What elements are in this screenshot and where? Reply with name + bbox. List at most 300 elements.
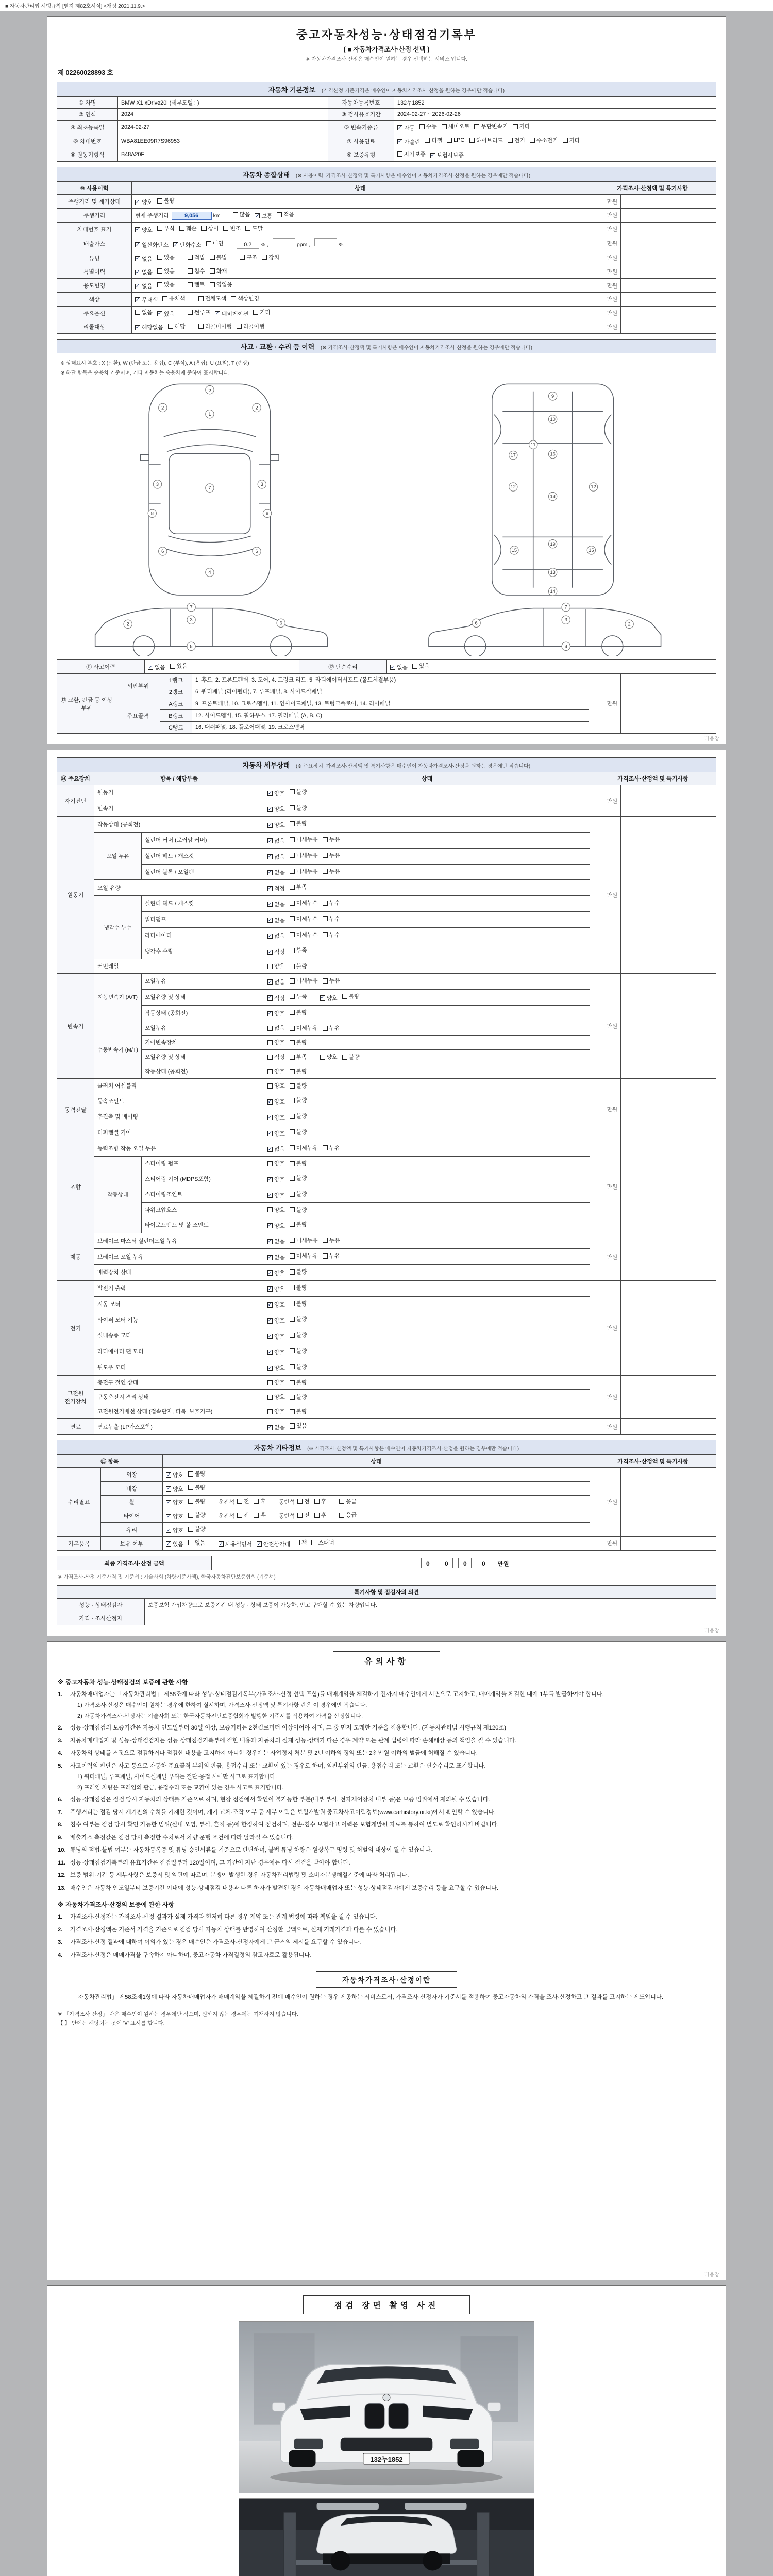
checkbox-일산화탄소[interactable] bbox=[135, 241, 169, 249]
checkbox-누유[interactable] bbox=[323, 1024, 340, 1032]
checkbox-부족[interactable] bbox=[290, 993, 307, 1001]
car-side-view-right bbox=[429, 608, 661, 656]
checkbox-불량[interactable] bbox=[290, 1067, 307, 1075]
price-cell: 만원 bbox=[589, 279, 620, 293]
checkbox-양호[interactable] bbox=[267, 1206, 285, 1214]
checkbox-양호[interactable] bbox=[267, 1010, 285, 1018]
checkbox-없음[interactable] bbox=[267, 901, 285, 908]
checkbox-전[interactable] bbox=[237, 1511, 249, 1519]
accident-history-table bbox=[57, 659, 716, 674]
checkbox-양호[interactable] bbox=[267, 1160, 285, 1167]
checkbox-없음[interactable] bbox=[390, 664, 408, 671]
checkbox-적음[interactable] bbox=[277, 211, 294, 218]
etc-group: 수리필요 bbox=[57, 1468, 101, 1537]
rank-section-label: ⑬ 교환, 판금 등 이상 부위 bbox=[57, 674, 116, 733]
value-box[interactable]: 9,056 bbox=[172, 212, 212, 220]
checkbox-누유[interactable] bbox=[323, 1236, 340, 1244]
checkbox-label: 부식 bbox=[163, 225, 175, 232]
checkbox-장치[interactable] bbox=[262, 253, 279, 261]
checkbox-불량[interactable] bbox=[290, 1408, 307, 1415]
checkbox-부식[interactable] bbox=[157, 225, 175, 232]
checkbox-양호[interactable] bbox=[267, 1317, 285, 1325]
checkbox-미세누수[interactable] bbox=[290, 931, 318, 939]
checkbox-불량[interactable] bbox=[188, 1511, 206, 1519]
checkbox-label: 부족 bbox=[296, 1054, 307, 1061]
checkbox-상이[interactable] bbox=[201, 225, 219, 232]
status-cell bbox=[264, 1280, 590, 1296]
checkbox-있음[interactable] bbox=[412, 662, 430, 670]
checkbox-불량[interactable] bbox=[290, 1331, 307, 1339]
checkbox-기타[interactable] bbox=[253, 309, 271, 316]
checkbox-양호[interactable] bbox=[267, 1364, 285, 1372]
status-cell bbox=[264, 864, 590, 880]
etc-item-label: 휠 bbox=[101, 1495, 163, 1509]
checkbox-누수[interactable] bbox=[323, 899, 340, 907]
checkbox-label: 양호 bbox=[274, 1011, 285, 1018]
checkbox-양호[interactable] bbox=[267, 1039, 285, 1046]
final-price-digits bbox=[418, 1561, 493, 1567]
checkbox-미세누수[interactable] bbox=[290, 915, 318, 923]
checkbox-매연[interactable] bbox=[206, 240, 224, 247]
checkbox-기타[interactable] bbox=[513, 123, 530, 130]
checkbox-미세누유[interactable] bbox=[290, 977, 318, 985]
checkbox-후[interactable] bbox=[254, 1498, 265, 1505]
final-price-label: 최종 가격조사·산정 금액 bbox=[57, 1556, 212, 1570]
checkbox-도말[interactable] bbox=[245, 225, 263, 232]
next-page-link[interactable]: 다음장 bbox=[704, 736, 719, 742]
checkbox-box-icon bbox=[297, 1513, 303, 1518]
checkbox-LPG[interactable] bbox=[447, 137, 465, 143]
checkbox-없음[interactable] bbox=[188, 1539, 206, 1547]
checkbox-양호[interactable] bbox=[135, 198, 153, 206]
checkbox-양호[interactable] bbox=[267, 805, 285, 813]
value-box[interactable] bbox=[273, 238, 295, 246]
checkbox-불량[interactable] bbox=[290, 1082, 307, 1090]
value-unit: % bbox=[339, 241, 344, 248]
final-price-digit: 0 bbox=[477, 1558, 490, 1568]
checkbox-후[interactable] bbox=[314, 1498, 326, 1505]
checkbox-적정[interactable] bbox=[267, 948, 285, 956]
remark-cell bbox=[620, 251, 716, 265]
checkbox-양호[interactable] bbox=[320, 994, 338, 1002]
checkbox-썬루프[interactable] bbox=[188, 309, 210, 316]
checkbox-부족[interactable] bbox=[290, 946, 307, 954]
checkbox-양호[interactable] bbox=[267, 1082, 285, 1090]
checkbox-누유[interactable] bbox=[323, 977, 340, 985]
checkbox-화재[interactable] bbox=[210, 267, 227, 275]
checkbox-양호[interactable] bbox=[267, 1176, 285, 1183]
checkbox-잭[interactable] bbox=[295, 1539, 307, 1547]
checkbox-box-icon bbox=[267, 1255, 273, 1260]
checkbox-없음[interactable] bbox=[267, 1145, 285, 1153]
checkbox-후[interactable] bbox=[254, 1511, 265, 1519]
section-summary-title: 자동차 종합상태 bbox=[242, 171, 290, 179]
remark-cell bbox=[620, 1468, 716, 1537]
checkbox-불량[interactable] bbox=[290, 1206, 307, 1214]
checkbox-양호[interactable] bbox=[267, 1269, 285, 1277]
checkbox-리콜미이행[interactable] bbox=[198, 323, 232, 330]
checkbox-label: 스패너 bbox=[318, 1539, 334, 1546]
svg-text:15: 15 bbox=[511, 548, 517, 553]
checkbox-label: 누유 bbox=[329, 1145, 340, 1151]
part-marker-6 bbox=[277, 619, 285, 627]
part-marker-15 bbox=[510, 546, 518, 554]
checkbox-양호[interactable] bbox=[267, 1379, 285, 1386]
checkbox-양호[interactable] bbox=[166, 1485, 183, 1493]
checkbox-무채색[interactable] bbox=[135, 296, 158, 304]
etc-col-price: 가격조사·산정액 및 특기사항 bbox=[590, 1455, 716, 1468]
checkbox-누유[interactable] bbox=[323, 852, 340, 859]
lift-post-right bbox=[477, 2512, 490, 2576]
checkbox-전[interactable] bbox=[237, 1498, 249, 1505]
checkbox-불량[interactable] bbox=[290, 1190, 307, 1198]
checkbox-양호[interactable] bbox=[267, 1192, 285, 1199]
checkbox-있음[interactable] bbox=[157, 310, 175, 318]
checkbox-box-icon bbox=[297, 1499, 303, 1504]
checkbox-양호[interactable] bbox=[267, 1114, 285, 1122]
next-page-link[interactable]: 다음장 bbox=[704, 1628, 719, 1634]
checkbox-기타[interactable] bbox=[563, 137, 580, 144]
checkbox-불량[interactable] bbox=[290, 1393, 307, 1401]
checkbox-불량[interactable] bbox=[290, 1315, 307, 1323]
checkbox-양호[interactable] bbox=[267, 1130, 285, 1138]
checkbox-있음[interactable] bbox=[157, 253, 175, 261]
checkbox-유채색[interactable] bbox=[162, 295, 185, 302]
checkbox-적정[interactable] bbox=[267, 1053, 285, 1061]
checkbox-후[interactable] bbox=[314, 1511, 326, 1519]
checkbox-label: 전 bbox=[244, 1512, 249, 1519]
checkbox-영업용[interactable] bbox=[210, 281, 232, 289]
part-marker-2 bbox=[124, 620, 132, 628]
checkbox-box-icon bbox=[342, 994, 347, 999]
checkbox-미세누수[interactable] bbox=[290, 899, 318, 907]
checkbox-불량[interactable] bbox=[290, 1300, 307, 1308]
part-marker-18 bbox=[548, 493, 557, 501]
etc-item-label: 유리 bbox=[101, 1523, 163, 1537]
checkbox-탄화수소[interactable] bbox=[173, 241, 201, 249]
checkbox-없음[interactable] bbox=[267, 1238, 285, 1245]
inline-text: 2024-02-27 ~ 2026-02-26 bbox=[397, 111, 461, 117]
checkbox-적정[interactable] bbox=[267, 994, 285, 1002]
checkbox-미세누유[interactable] bbox=[290, 1252, 318, 1260]
field-label: ⑦ 사용연료 bbox=[328, 134, 394, 148]
checkbox-없음[interactable] bbox=[267, 1423, 285, 1431]
checkbox-미세누유[interactable] bbox=[290, 1024, 318, 1032]
rank-items: 1. 후드, 2. 프론트펜더, 3. 도어, 4. 트렁크 리드, 5. 라디에이터서포트 (볼트체결부품) bbox=[192, 674, 589, 686]
notice-text: 가격조사·산정 결과에 대하여 이의가 있는 경우 매수인은 가격조사·산정자에게 그 근거의 제시를 요구할 수 있습니다. bbox=[70, 1939, 361, 1946]
checkbox-누유[interactable] bbox=[323, 1252, 340, 1260]
checkbox-양호[interactable] bbox=[267, 1393, 285, 1401]
checkbox-미세누유[interactable] bbox=[290, 852, 318, 859]
checkbox-label: 디젤 bbox=[431, 137, 443, 144]
checkbox-불량[interactable] bbox=[290, 1284, 307, 1292]
checkbox-해당없음[interactable] bbox=[135, 324, 163, 331]
svg-text:12: 12 bbox=[591, 484, 596, 490]
next-page-link[interactable]: 다음장 bbox=[704, 2272, 719, 2278]
checkbox-무단변속기[interactable] bbox=[474, 123, 508, 130]
checkbox-있음[interactable] bbox=[290, 1422, 307, 1430]
value-box[interactable]: 0.2 bbox=[237, 241, 259, 249]
checkbox-box-icon bbox=[267, 1026, 273, 1031]
checkbox-훼손[interactable] bbox=[179, 225, 197, 232]
checkbox-누수[interactable] bbox=[323, 931, 340, 939]
checkbox-label: 누유 bbox=[329, 852, 340, 859]
checkbox-응급[interactable] bbox=[339, 1511, 357, 1519]
checkbox-부족[interactable] bbox=[290, 1053, 307, 1061]
checkbox-불량[interactable] bbox=[290, 820, 307, 827]
checkbox-변조[interactable] bbox=[223, 225, 241, 232]
checkbox-부족[interactable] bbox=[290, 883, 307, 891]
checkbox-전체도색[interactable] bbox=[198, 295, 227, 302]
checkbox-네비게이션[interactable] bbox=[215, 310, 248, 318]
checkbox-불량[interactable] bbox=[290, 1347, 307, 1355]
item-label: 원동기 bbox=[94, 785, 264, 801]
checkbox-적법[interactable] bbox=[188, 253, 205, 261]
checkbox-누수[interactable] bbox=[323, 915, 340, 923]
checkbox-label: 상이 bbox=[208, 225, 219, 232]
checkbox-box-icon bbox=[290, 1026, 295, 1031]
checkbox-불량[interactable] bbox=[290, 1268, 307, 1276]
checkbox-불량[interactable] bbox=[290, 1363, 307, 1371]
checkbox-적정[interactable] bbox=[267, 885, 285, 892]
checkbox-box-icon bbox=[320, 1055, 325, 1060]
checkbox-누유[interactable] bbox=[323, 868, 340, 875]
notice-text: 성능·상태점검은 점검 당시 자동차의 상태를 기준으로 하며, 현장 점검에서 확인이 불가능한 부분(내부 부식, 전자제어장치 내부 등)은 보증 범위에서 제외될 수 있습니다. bbox=[70, 1797, 490, 1803]
checkbox-누유[interactable] bbox=[323, 836, 340, 843]
inline-text: 2024 bbox=[121, 111, 134, 117]
license-plate-text: 132누1852 bbox=[370, 2455, 403, 2463]
checkbox-불량[interactable] bbox=[290, 1221, 307, 1228]
checkbox-양호[interactable] bbox=[135, 226, 153, 234]
checkbox-미세누유[interactable] bbox=[290, 1236, 318, 1244]
checkbox-불량[interactable] bbox=[342, 1053, 360, 1061]
checkbox-불량[interactable] bbox=[290, 1112, 307, 1120]
notice-text: 자동차매매업자 및 성능·상태점검자는 성능·상태점검기록부에 적힌 내용과 자동차의 실제 성능·상태가 다른 경우 계약 또는 관계 법령에 따라 손해배상 등의 책임을 질 수 있습니다. bbox=[70, 1737, 517, 1744]
checkbox-수소전기[interactable] bbox=[530, 137, 558, 144]
checkbox-있음[interactable] bbox=[166, 1540, 183, 1548]
checkbox-수동[interactable] bbox=[419, 123, 437, 130]
checkbox-미세누유[interactable] bbox=[290, 868, 318, 875]
checkbox-box-icon bbox=[447, 138, 452, 143]
notice-item bbox=[58, 1795, 715, 1805]
checkbox-양호[interactable] bbox=[267, 962, 285, 970]
checkbox-불량[interactable] bbox=[188, 1484, 206, 1492]
checkbox-label: 양호 bbox=[274, 1207, 285, 1213]
checkbox-있음[interactable] bbox=[157, 267, 175, 275]
checkbox-box-icon bbox=[188, 268, 193, 274]
checkbox-양호[interactable] bbox=[267, 1333, 285, 1341]
checkbox-침수[interactable] bbox=[188, 267, 205, 275]
part-marker-3 bbox=[258, 480, 266, 488]
checkbox-없음[interactable] bbox=[267, 1253, 285, 1261]
field-value bbox=[118, 109, 328, 121]
checkbox-없음[interactable] bbox=[148, 664, 165, 671]
checkbox-렌트[interactable] bbox=[188, 281, 205, 289]
detail-row bbox=[57, 785, 716, 801]
item-label: 실린더 헤드 / 개스킷 bbox=[142, 896, 264, 912]
checkbox-자동[interactable] bbox=[397, 124, 415, 132]
value-box[interactable] bbox=[314, 238, 337, 246]
checkbox-없음[interactable] bbox=[267, 837, 285, 845]
checkbox-box-icon bbox=[290, 805, 295, 810]
checkbox-누유[interactable] bbox=[323, 1144, 340, 1152]
checkbox-전[interactable] bbox=[297, 1511, 309, 1519]
checkbox-불량[interactable] bbox=[290, 804, 307, 812]
checkbox-불량[interactable] bbox=[290, 1379, 307, 1386]
status-cell bbox=[264, 1404, 590, 1419]
checkbox-없음[interactable] bbox=[267, 978, 285, 986]
checkbox-없음[interactable] bbox=[267, 917, 285, 924]
checkbox-양호[interactable] bbox=[267, 1067, 285, 1075]
checkbox-label: 미세누유 bbox=[296, 1253, 318, 1260]
checkbox-불량[interactable] bbox=[290, 1009, 307, 1016]
checkbox-양호[interactable] bbox=[267, 1098, 285, 1106]
checkbox-미세누유[interactable] bbox=[290, 836, 318, 843]
checkbox-없음[interactable] bbox=[267, 1024, 285, 1032]
checkbox-세미오토[interactable] bbox=[442, 123, 470, 130]
checkbox-label: 양호 bbox=[274, 1365, 285, 1372]
checkbox-색상변경[interactable] bbox=[231, 295, 259, 302]
checkbox-전기[interactable] bbox=[508, 137, 525, 144]
checkbox-가솔린[interactable] bbox=[397, 138, 420, 146]
page-4 bbox=[47, 2285, 726, 2576]
checkbox-없음[interactable] bbox=[135, 309, 153, 316]
price-cell: 만원 bbox=[589, 293, 620, 307]
checkbox-box-icon bbox=[267, 1366, 273, 1371]
checkbox-label: 불량 bbox=[296, 1175, 307, 1182]
checkbox-전[interactable] bbox=[297, 1498, 309, 1505]
checkbox-양호[interactable] bbox=[267, 790, 285, 798]
checkbox-디젤[interactable] bbox=[425, 137, 442, 144]
checkbox-양호[interactable] bbox=[166, 1513, 183, 1520]
checkbox-보통[interactable] bbox=[255, 212, 272, 220]
checkbox-불량[interactable] bbox=[342, 993, 360, 1001]
checkbox-사용설명서[interactable] bbox=[219, 1540, 252, 1548]
notice-footnote: 【 】 안에는 해당되는 곳에 'Ⅴ' 표시를 합니다. bbox=[58, 2020, 165, 2026]
checkbox-label: 없음 bbox=[274, 933, 285, 940]
checkbox-없음[interactable] bbox=[267, 869, 285, 876]
checkbox-양호[interactable] bbox=[267, 1285, 285, 1293]
notice-text: 가격조사·산정액은 기준서 가격을 기준으로 점검 당시 자동차 상태를 반영하여 산정한 금액으로, 실제 거래가격과 다를 수 있습니다. bbox=[70, 1926, 398, 1933]
checkbox-label: 양호 bbox=[274, 1380, 285, 1386]
checkbox-있음[interactable] bbox=[170, 662, 188, 670]
checkbox-불량[interactable] bbox=[188, 1470, 206, 1478]
checkbox-없음[interactable] bbox=[135, 268, 153, 276]
opinion-row bbox=[57, 1612, 716, 1625]
checkbox-자가보증[interactable] bbox=[397, 150, 426, 158]
checkbox-불량[interactable] bbox=[188, 1498, 206, 1505]
checkbox-label: 양호 bbox=[274, 1409, 285, 1415]
checkbox-없음[interactable] bbox=[135, 282, 153, 290]
checkbox-label: 미세누유 bbox=[296, 852, 318, 859]
checkbox-없음[interactable] bbox=[135, 255, 153, 263]
checkbox-label: 양호 bbox=[274, 1114, 285, 1121]
checkbox-box-icon bbox=[210, 255, 215, 260]
checkbox-불량[interactable] bbox=[290, 962, 307, 970]
checkbox-미세누유[interactable] bbox=[290, 1144, 318, 1152]
status-cell bbox=[264, 1005, 590, 1021]
checkbox-양호[interactable] bbox=[166, 1471, 183, 1479]
checkbox-양호[interactable] bbox=[166, 1527, 183, 1534]
checkbox-없음[interactable] bbox=[267, 932, 285, 940]
checkbox-불량[interactable] bbox=[290, 1128, 307, 1136]
checkbox-구조[interactable] bbox=[240, 253, 257, 261]
checkbox-양호[interactable] bbox=[320, 1053, 338, 1061]
checkbox-label: 없음 bbox=[274, 1025, 285, 1032]
checkbox-label: 영업용 bbox=[216, 282, 232, 289]
checkbox-label: 전 bbox=[304, 1498, 310, 1505]
checkbox-안전삼각대[interactable] bbox=[257, 1540, 290, 1548]
checkbox-없음[interactable] bbox=[267, 853, 285, 861]
checkbox-보험사보증[interactable] bbox=[430, 151, 464, 159]
checkbox-있음[interactable] bbox=[157, 281, 175, 289]
checkbox-응급[interactable] bbox=[339, 1498, 357, 1505]
checkbox-box-icon bbox=[135, 270, 140, 275]
final-price-digit: 0 bbox=[458, 1558, 472, 1568]
checkbox-불법[interactable] bbox=[210, 253, 227, 261]
checkbox-양호[interactable] bbox=[267, 1222, 285, 1230]
notice-subitem: 1) 가격조사·산정은 매수인이 원하는 경우에 한하여 실시하며, 가격조사·산정액 및 특기사항 란은 이 경우에만 적습니다. bbox=[77, 1702, 367, 1709]
field-label: ② 연식 bbox=[57, 109, 118, 121]
summary-row bbox=[57, 195, 716, 209]
page-1 bbox=[47, 16, 726, 744]
checkbox-label: 수소전기 bbox=[536, 137, 558, 144]
checkbox-label: 누유 bbox=[329, 978, 340, 985]
notices-title: 유의사항 bbox=[333, 1651, 440, 1670]
checkbox-box-icon bbox=[290, 1423, 295, 1429]
notice-item bbox=[58, 1913, 715, 1922]
checkbox-많음[interactable] bbox=[233, 211, 250, 218]
price-cell: 만원 bbox=[590, 1280, 620, 1376]
checkbox-하이브리드[interactable] bbox=[469, 137, 503, 144]
checkbox-불량[interactable] bbox=[157, 197, 175, 205]
checkbox-label: 리콜미이행 bbox=[205, 323, 232, 330]
checkbox-box-icon bbox=[267, 1131, 273, 1136]
checkbox-양호[interactable] bbox=[166, 1499, 183, 1506]
svg-text:16: 16 bbox=[550, 451, 556, 457]
notice-text: 사고이력의 판단은 사고 등으로 자동차 주요골격 부위의 판금, 용접수리 또는 교환이 있는 경우로 하며, 외판부위의 판금, 용접수리 또는 교환은 단순수리로 표기합니다. bbox=[70, 1762, 486, 1769]
checkbox-label: 미세누수 bbox=[296, 900, 318, 907]
checkbox-불량[interactable] bbox=[290, 1096, 307, 1104]
field-label: ⑨ 보증유형 bbox=[328, 148, 394, 162]
checkbox-양호[interactable] bbox=[267, 1408, 285, 1415]
checkbox-불량[interactable] bbox=[290, 788, 307, 796]
checkbox-box-icon bbox=[267, 1409, 273, 1414]
checkbox-label: 기타 bbox=[569, 137, 580, 144]
field-label: ⑤ 변속기종류 bbox=[328, 121, 394, 134]
checkbox-label: 없음 bbox=[274, 979, 285, 986]
checkbox-label: 있음 bbox=[173, 1541, 183, 1548]
checkbox-스패너[interactable] bbox=[311, 1539, 334, 1547]
checkbox-양호[interactable] bbox=[267, 821, 285, 829]
rank-items: 6. 쿼터패널 (리어펜더), 7. 루프패널, 8. 사이드실패널 bbox=[192, 686, 589, 698]
checkbox-box-icon bbox=[135, 325, 140, 330]
checkbox-불량[interactable] bbox=[290, 1039, 307, 1046]
checkbox-양호[interactable] bbox=[267, 1301, 285, 1309]
checkbox-box-icon bbox=[267, 1270, 273, 1276]
checkbox-리콜이행[interactable] bbox=[237, 323, 265, 330]
checkbox-불량[interactable] bbox=[290, 1160, 307, 1167]
checkbox-불량[interactable] bbox=[290, 1174, 307, 1182]
checkbox-label: 불량 bbox=[296, 1221, 307, 1228]
checkbox-해당[interactable] bbox=[168, 323, 186, 330]
rank-label: C랭크 bbox=[160, 721, 192, 733]
checkbox-양호[interactable] bbox=[267, 1349, 285, 1357]
part-marker-8 bbox=[148, 509, 156, 517]
checkbox-불량[interactable] bbox=[188, 1525, 206, 1533]
remark-cell bbox=[621, 674, 716, 733]
checkbox-box-icon bbox=[255, 213, 260, 218]
